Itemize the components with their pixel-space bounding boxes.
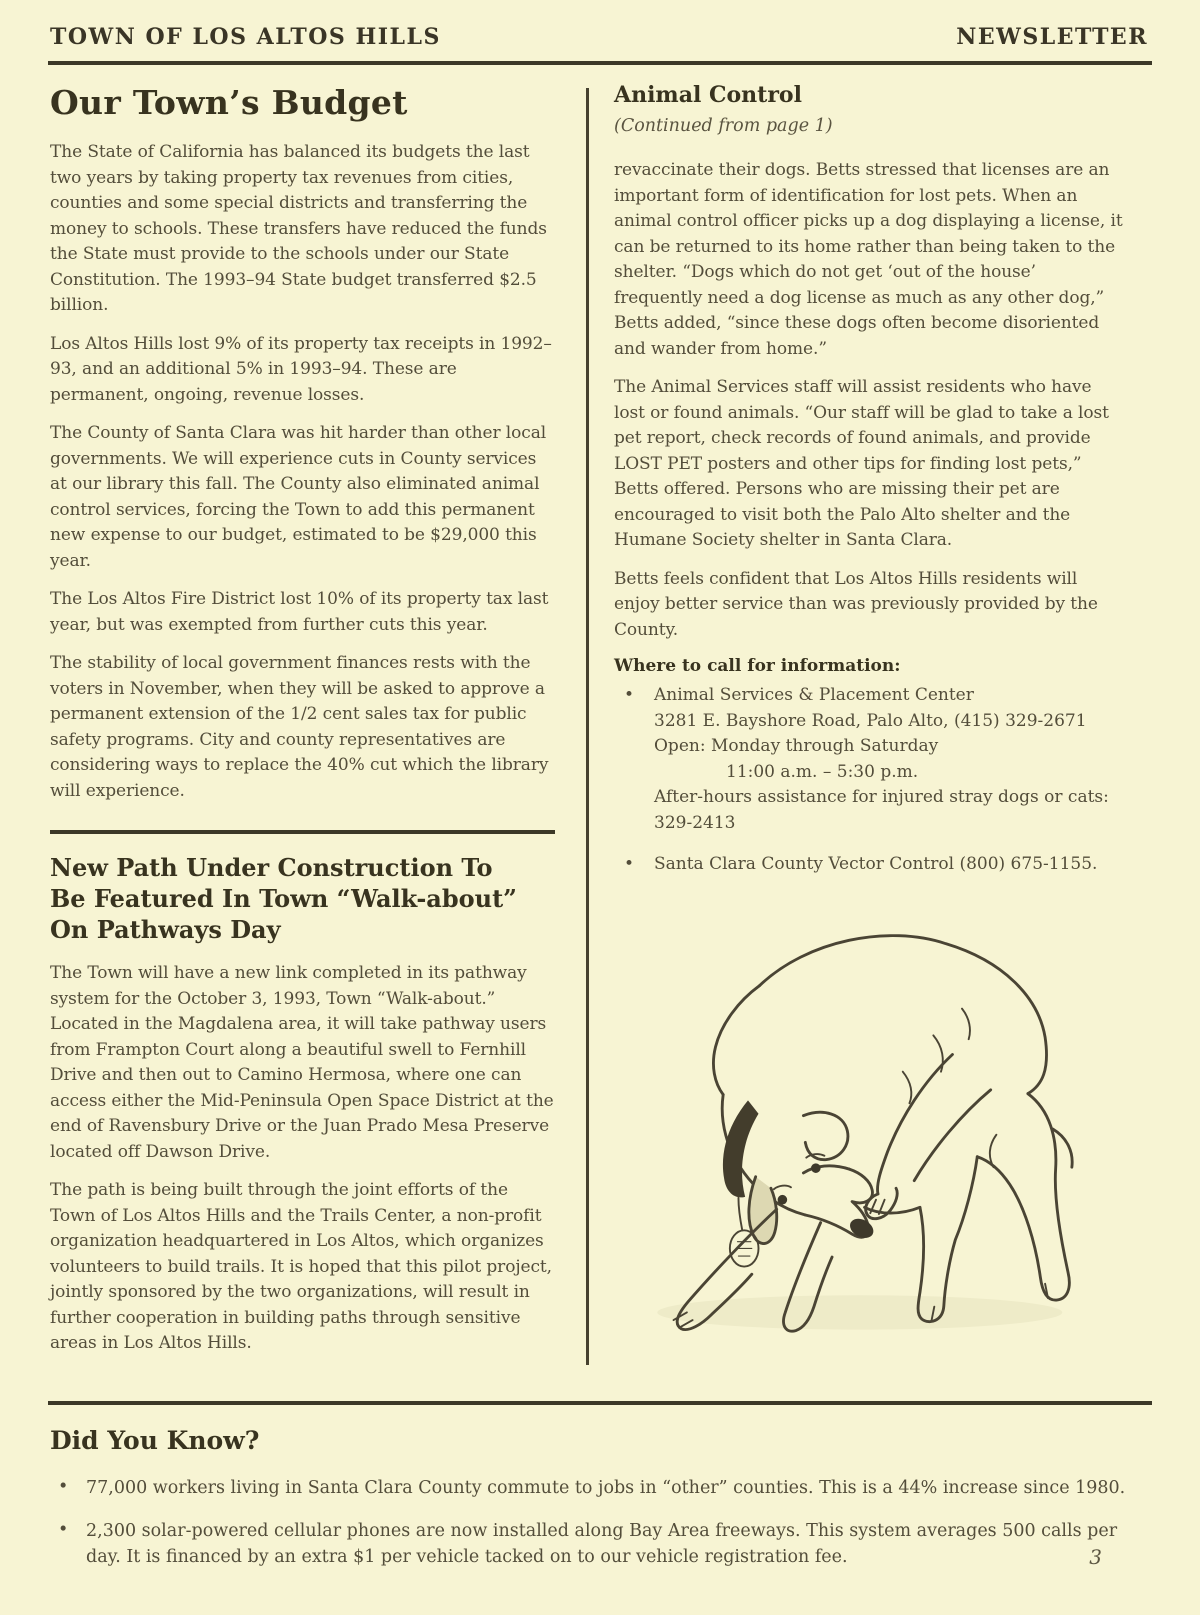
budget-article-title: Our Town’s Budget [50,83,408,122]
did-you-know-section [50,1416,1156,1587]
bullet-icon: • [624,854,635,874]
path-title-line: New Path Under Construction To [50,853,493,882]
where-to-call-heading: Where to call for information: [614,656,901,676]
bottom-rule [48,1401,1152,1405]
budget-paragraph: The Los Altos Fire District lost 10% of its property tax last year, but was exempted from further cuts this year. [50,589,549,635]
contact-line: 11:00 a.m. – 5:30 p.m. [726,761,919,782]
left-column [50,78,555,1370]
dog-illustration [616,894,1126,1347]
path-article-title [50,852,555,945]
path-paragraph: The Town will have a new link completed in its pathway system for the October 3, 1993, Town “Walk-about.” Located in the Magdalena area, it will take pathway users from Frampton Court along a beautiful swell to Fernhill Drive and then out to Camino Hermosa, where one can access either the Mid-Peninsula Open Space District at the end of Ravensbury Drive or the Juan Prado Mesa Preserve located off Dawson Drive. [50,963,554,1162]
animal-article-title: Animal Control [614,82,802,108]
column-divider [586,88,589,1365]
budget-paragraph: The stability of local government finances rests with the voters in November, when they will be asked to approve a permanent extension of the 1/2 cent sales tax for public safety programs. City and county representatives are considering ways to replace the 40% cut which the library will experience. [50,653,549,801]
top-rule [48,61,1152,65]
path-title-line: Be Featured In Town “Walk-about” [50,884,517,913]
animal-paragraph: Betts feels confident that Los Altos Hills residents will enjoy better service than was previously provided by the County. [614,568,1098,640]
animal-paragraph: The Animal Services staff will assist residents who have lost or found animals. “Our staff will be glad to take a lost pet report, check records of found animals, and provide LOST PET posters and other tips for finding lost pets,” Betts offered. Persons who are missing their pet are encouraged to visit both the Palo Alto shelter and the Humane Society shelter in Santa Clara. [614,377,1109,550]
contact-line: Animal Services & Placement Center [654,685,974,705]
masthead-newsletter-title: NEWSLETTER [956,24,1148,50]
right-column [614,78,1126,1347]
where-to-call-list [614,683,1126,878]
did-you-know-text: 2,300 solar-powered cellular phones are now installed along Bay Area freeways. This system averages 500 calls per day. It is financed by an extra $1 per vehicle tacked on to our vehicle registration fee. [86,1521,1118,1567]
budget-paragraph: The County of Santa Clara was hit harder than other local governments. We will experience cuts in County services at our library this fall. The County also eliminated animal control services, forcing the Town to add this permanent new expense to our budget, estimated to be $29,000 this year. [50,423,547,571]
continued-from-note: (Continued from page 1) [614,116,833,136]
path-paragraph: The path is being built through the joint efforts of the Town of Los Altos Hills and the Trails Center, a non-profit organization headquartered in Los Altos, which organizes volunteers to build trails. It is hoped that this pilot project, jointly sponsored by the two organizations, will result in further cooperation in building paths through sensitive areas in Los Altos Hills. [50,1180,552,1353]
bullet-icon: • [58,1520,69,1540]
contact-line: After-hours assistance for injured stray dogs or cats: 329-2413 [654,787,1109,833]
budget-paragraph: The State of California has balanced its budgets the last two years by taking property tax revenues from cities, counties and some special districts and transferring the money to schools. These transfers have reduced the funds the State must provide to the schools under our State Constitution. The 1993–94 State budget transferred $2.5 billion. [50,142,547,315]
budget-paragraph: Los Altos Hills lost 9% of its property tax receipts in 1992–93, and an additional 5% in 1993–94. These are permanent, ongoing, revenue losses. [50,333,552,405]
list-item [614,683,1126,836]
path-title-line: On Pathways Day [50,915,281,944]
masthead-town-title: TOWN OF LOS ALTOS HILLS [50,24,441,50]
page-number: 3 [1089,1545,1102,1569]
did-you-know-item [50,1475,1156,1501]
contact-line: Open: Monday through Saturday [654,736,939,756]
bullet-icon: • [58,1477,69,1497]
contact-line: 3281 E. Bayshore Road, Palo Alto, (415) 329-2671 [654,710,1087,731]
did-you-know-title: Did You Know? [50,1426,260,1455]
did-you-know-item [50,1518,1156,1570]
contact-line: Santa Clara County Vector Control (800) 675-1155. [654,854,1098,874]
animal-paragraph: revaccinate their dogs. Betts stressed that licenses are an important form of identification for lost pets. When an animal control officer picks up a dog displaying a license, it can be returned to its home rather than being taken to the shelter. “Dogs which do not get ‘out of the house’ frequently need a dog license as much as any other dog,” Betts added, “since these dogs often become disoriented and wander from home.” [614,160,1123,359]
bullet-icon: • [624,685,635,705]
did-you-know-text: 77,000 workers living in Santa Clara County commute to jobs in “other” counties. This is a 44% increase since 1980. [86,1478,1126,1498]
list-item [614,852,1126,878]
path-article-rule [50,830,555,834]
